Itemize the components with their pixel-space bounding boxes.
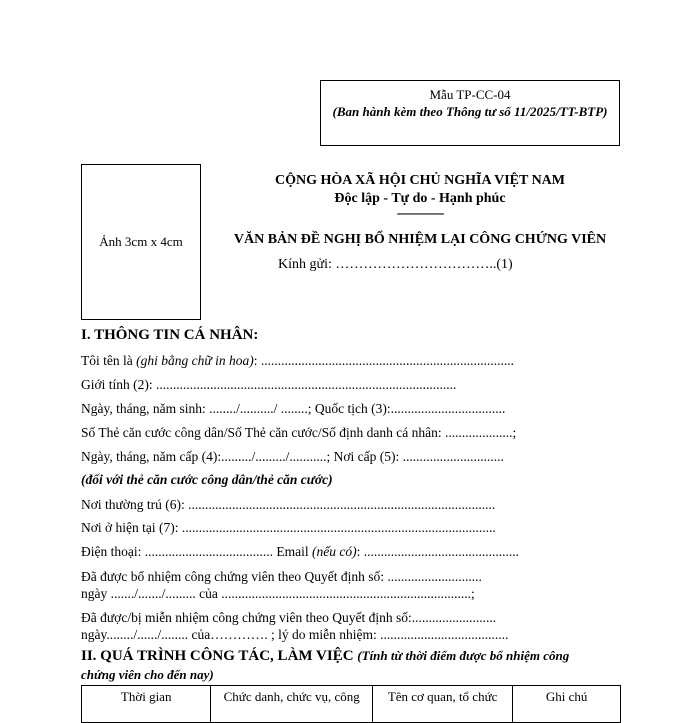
phone-label: Điện thoại: ...................................... Email	[81, 544, 312, 559]
name-label: Tôi tên là	[81, 353, 137, 368]
issue-line[interactable]: Ngày, tháng, năm cấp (4):........./........./...........; Nơi cấp (5): ..............................	[81, 449, 504, 464]
name-dots: : ...........................................................................	[253, 353, 514, 368]
divider: --------------	[396, 205, 444, 220]
appointed-line-1[interactable]: Đã được bổ nhiệm công chứng viên theo Quyết định số: ............................	[81, 569, 482, 584]
email-dots: : ..............................................	[356, 544, 519, 559]
id-number-line[interactable]: Số Thẻ căn cước công dân/Số Thẻ căn cước/Số định danh cá nhân: ....................;	[81, 425, 517, 440]
current-address-line[interactable]: Nơi ở hiện tại (7): .............................................................................................	[81, 520, 496, 535]
career-table-header	[82, 686, 621, 723]
photo-label: Ảnh 3cm x 4cm	[99, 234, 183, 249]
residence-line[interactable]: Nơi thường trú (6): ...........................................................................................	[81, 497, 496, 512]
col-time: Thời gian	[82, 686, 211, 723]
form-code-box	[320, 80, 620, 146]
document-title: VĂN BẢN ĐỀ NGHỊ BỔ NHIỆM LẠI CÔNG CHỨNG VIÊN	[233, 232, 607, 247]
appointed-line-2[interactable]: ngày ......./......./......... của ..........................................................................;	[81, 586, 475, 601]
issued-note: (Ban hành kèm theo Thông tư số 11/2025/TT-BTP)	[332, 104, 608, 119]
section2-heading-line	[81, 648, 569, 665]
section2-note-2: chứng viên cho đến nay)	[81, 667, 214, 682]
section1-heading: I. THÔNG TIN CÁ NHÂN:	[81, 327, 259, 343]
dob-line[interactable]: Ngày, tháng, năm sinh: ......../........../ ........; Quốc tịch (3):..................................	[81, 401, 506, 416]
form-code: Mẫu TP-CC-04	[429, 87, 511, 102]
gender-line[interactable]: Giới tính (2): .........................................................................................	[81, 377, 457, 392]
id-note: (đối với thẻ căn cước công dân/thẻ căn cước)	[81, 472, 333, 487]
dismissed-line-1[interactable]: Đã được/bị miễn nhiệm công chứng viên theo Quyết định số:.........................	[81, 610, 497, 625]
photo-placeholder	[81, 164, 201, 320]
addressee: Kính gửi: ……………………………..(1)	[278, 257, 513, 272]
section2-note-1: (Tính từ thời điểm được bổ nhiệm công	[357, 648, 570, 663]
phone-email-line[interactable]	[81, 544, 519, 560]
name-line[interactable]	[81, 353, 514, 369]
col-position: Chức danh, chức vụ, công	[211, 686, 373, 723]
section2-heading: II. QUÁ TRÌNH CÔNG TÁC, LÀM VIỆC	[81, 648, 358, 664]
email-note: (nếu có)	[311, 544, 357, 559]
col-note: Ghi chú	[513, 686, 621, 723]
nation-heading: CỘNG HÒA XÃ HỘI CHỦ NGHĨA VIỆT NAM	[274, 173, 565, 188]
dismissed-line-2[interactable]: ngày......../....../........ của…………. ; lý do miễn nhiệm: ......................................	[81, 627, 509, 642]
name-note: (ghi bằng chữ in hoa)	[136, 353, 254, 368]
col-organization: Tên cơ quan, tổ chức	[373, 686, 513, 723]
career-table	[81, 685, 621, 723]
motto: Độc lập - Tự do - Hạnh phúc	[334, 191, 506, 206]
